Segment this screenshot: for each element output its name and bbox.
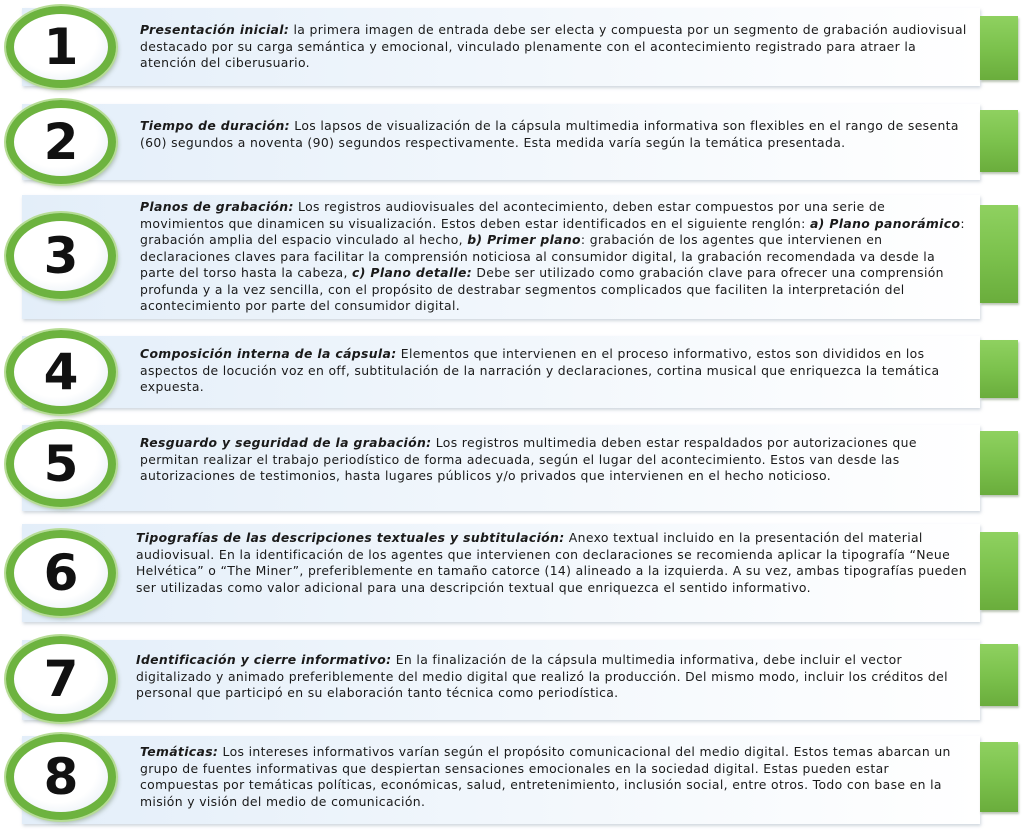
step-number: 3 <box>43 227 79 285</box>
step-body: Los registros multimedia deben estar respaldados por autorizaciones que permitan realizar el trabajo periodístico de forma adecuada, según el lugar del acontecimiento. Estos van desde las autorizaciones de testimonios, hasta lugares públicos y/o privados que intervienen en el hecho noticioso. <box>140 435 917 483</box>
number-circle <box>6 421 116 507</box>
step-title: Presentación inicial: <box>140 22 290 37</box>
step-8 <box>0 736 1024 824</box>
step-body-4: Debe ser utilizado como grabación clave para ofrecer una comprensión profunda y a la vez sencilla, con el propósito de destrabar segmentos complicados que faciliten la interpretación del acontecimiento por parte del consumidor digital. <box>140 265 944 313</box>
number-circle <box>6 636 116 722</box>
step-title: Planos de grabación: <box>140 199 294 214</box>
keyword-plano-detalle: c) Plano detalle: <box>352 265 473 280</box>
step-7 <box>0 640 1024 720</box>
number-circle <box>6 100 116 184</box>
step-body-2: : grabación amplia del espacio vinculado al hecho, <box>140 215 965 247</box>
step-title: Composición interna de la cápsula: <box>140 346 397 361</box>
step-number: 1 <box>43 18 79 76</box>
step-2 <box>0 104 1024 180</box>
keyword-primer-plano: b) Primer plano <box>467 232 581 247</box>
keyword-plano-panoramico: a) Plano panorámico <box>809 215 961 231</box>
step-title: Tiempo de duración: <box>140 118 290 133</box>
step-body: En la finalización de la cápsula multimedia informativa, debe incluir el vector digitalizado y animado preferiblemente del medio digital que realizó la producción. Del mismo modo, incluir los créditos del personal que participó en su elaboración tanto técnica como periodística. <box>136 652 948 700</box>
step-body: la primera imagen de entrada debe ser electa y compuesta por un segmento de grabación audiovisual destacado por su carga semántica y emocional, vinculado plenamente con el acontecimiento registrado para atraer la atención del ciberusuario. <box>140 22 967 70</box>
number-circle <box>6 6 116 88</box>
step-number: 6 <box>43 544 79 602</box>
step-body: Elementos que intervienen en el proceso informativo, estos son divididos en los aspectos de locución voz en off, subtitulación de la narración y declaraciones, cortina musical que enriquezca la temática expuesta. <box>140 346 940 394</box>
number-circle <box>6 213 116 299</box>
step-tab <box>980 742 1018 812</box>
step-body: Los intereses informativos varían según el propósito comunicacional del medio digital. Estos temas abarcan un grupo de fuentes informativas que despiertan sensaciones emocionales en la sociedad digital. Estas pueden estar compuestas por temáticas políticas, económicas, salud, entretenimiento, inclusión social, entre otros. Todo con base en la misión y visión del medio de comunicación. <box>140 744 951 809</box>
step-text <box>140 118 970 151</box>
step-body: Anexo textual incluido en la presentación del material audiovisual. En la identificación de los agentes que intervienen con declaraciones se recomienda aplicar la tipografía “Neue Helvética” o “The Miner”, preferiblemente en tamaño catorce (14) alineado a la izquierda. A su vez, ambas tipografías pueden ser utilizadas como valor adicional para una descripción textual que enriquezca el sentido informativo. <box>136 530 967 595</box>
step-text <box>136 652 970 702</box>
step-title: Tipografías de las descripciones textuales y subtitulación: <box>136 530 565 545</box>
step-5 <box>0 425 1024 511</box>
number-circle <box>6 330 116 414</box>
number-circle <box>6 530 116 616</box>
step-body: Los registros audiovisuales del acontecimiento, deben estar compuestos por una serie de movimientos que dinamicen su visualización. Estos deben estar identificados en el siguiente renglón: <box>140 199 886 231</box>
step-body-3: : grabación de los agentes que intervienen en declaraciones claves para facilitar la comprensión noticiosa al consumidor digital, la grabación recomendada va desde la parte del torso hasta la cabeza, <box>140 232 936 280</box>
step-tab <box>980 110 1018 172</box>
step-text <box>140 22 970 72</box>
step-tab <box>980 532 1018 610</box>
step-text <box>140 199 970 315</box>
step-text <box>140 435 970 485</box>
step-tab <box>980 205 1018 303</box>
step-tab <box>980 340 1018 398</box>
step-title: Identificación y cierre informativo: <box>136 652 392 667</box>
step-tab <box>980 431 1018 495</box>
number-circle <box>6 734 116 820</box>
step-text <box>140 346 970 396</box>
step-number: 4 <box>43 343 79 401</box>
step-1 <box>0 8 1024 86</box>
step-number: 2 <box>43 113 79 171</box>
step-tab <box>980 644 1018 706</box>
step-text <box>136 530 970 596</box>
step-4 <box>0 336 1024 408</box>
step-text <box>140 744 970 810</box>
step-6 <box>0 524 1024 622</box>
step-title: Temáticas: <box>140 744 219 759</box>
step-tab <box>980 16 1018 80</box>
step-number: 5 <box>43 435 79 493</box>
step-title: Resguardo y seguridad de la grabación: <box>140 435 432 450</box>
step-number: 8 <box>43 748 79 806</box>
step-3 <box>0 195 1024 319</box>
step-body: Los lapsos de visualización de la cápsula multimedia informativa son flexibles en el rango de sesenta (60) segundos a noventa (90) segundos respectivamente. Esta medida varía según la temática presentada. <box>140 118 959 150</box>
step-number: 7 <box>43 650 79 708</box>
